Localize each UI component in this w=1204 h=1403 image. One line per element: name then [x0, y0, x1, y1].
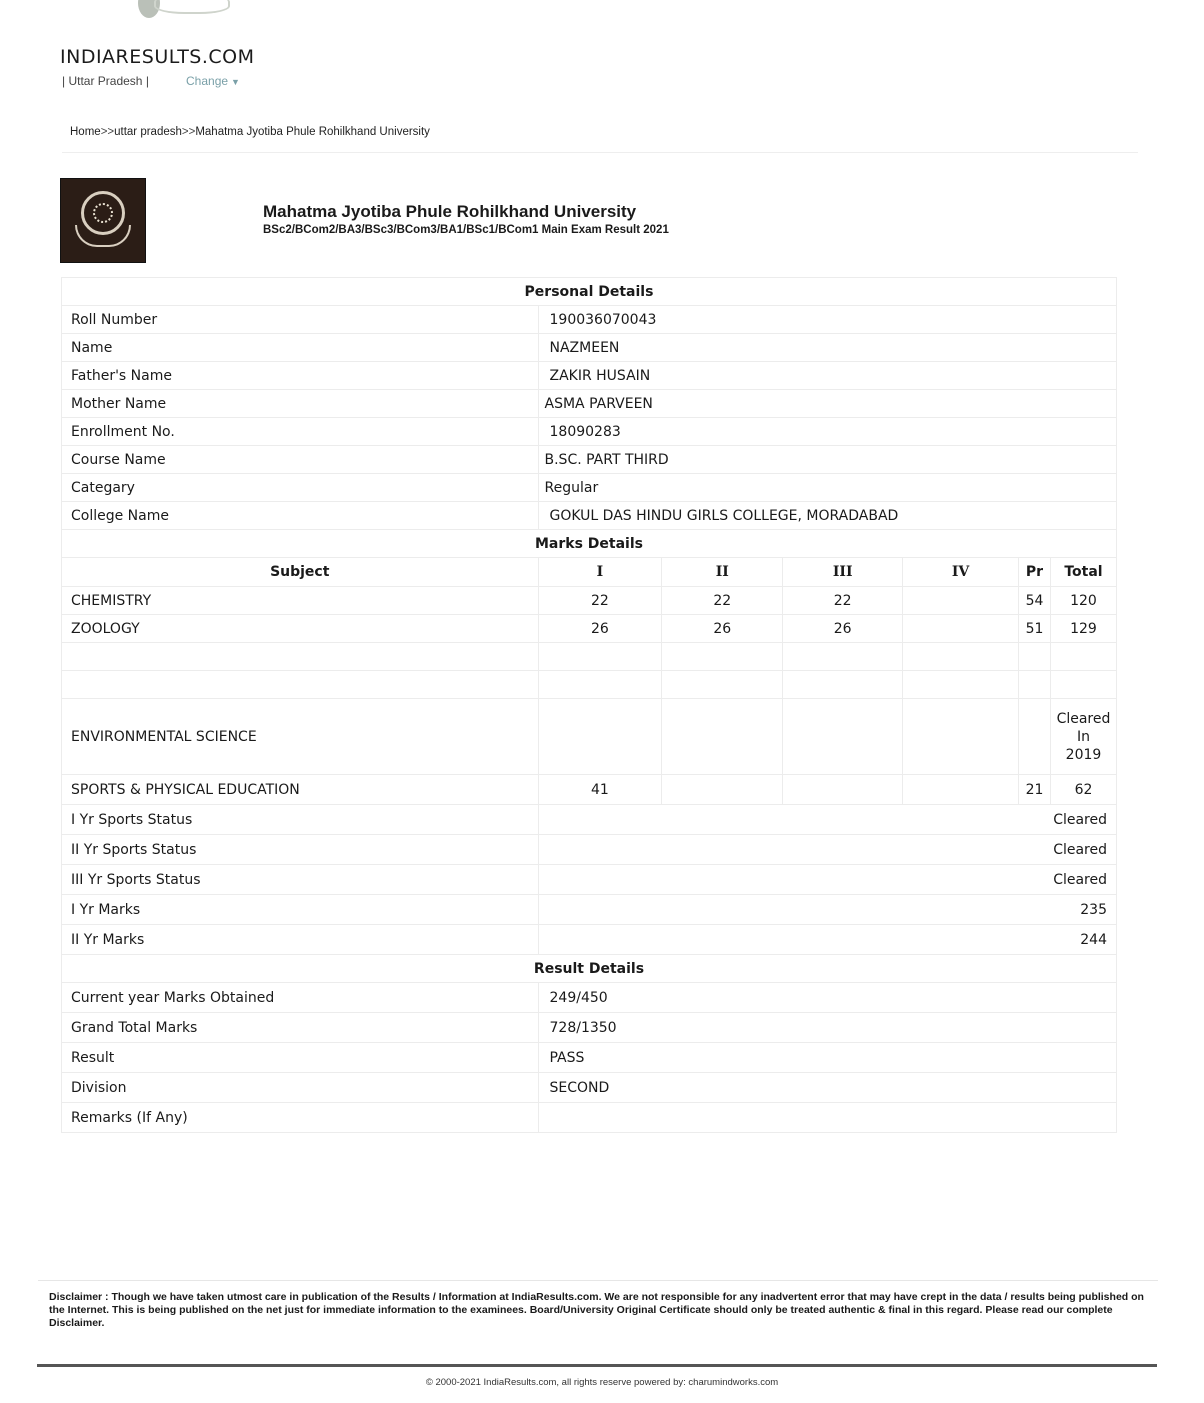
- field-label: Father's Name: [62, 362, 539, 390]
- table-row: [62, 835, 1117, 865]
- table-row: [62, 1103, 1117, 1133]
- marks-cell: 51: [1018, 615, 1050, 643]
- name-value: NAZMEEN: [538, 334, 1117, 362]
- marks-cell: [903, 587, 1019, 615]
- enrollment-value: 18090283: [538, 418, 1117, 446]
- field-label: College Name: [62, 502, 539, 530]
- table-row: [62, 925, 1117, 955]
- copyright: © 2000-2021 IndiaResults.com, all rights reserve powered by: charumindworks.com: [425, 1377, 779, 1388]
- roll-number-value: 190036070043: [538, 306, 1117, 334]
- table-row: [62, 805, 1117, 835]
- marks-header-row: [62, 558, 1117, 587]
- college-name-value: GOKUL DAS HINDU GIRLS COLLEGE, MORADABAD: [538, 502, 1117, 530]
- marks-cell: 54: [1018, 587, 1050, 615]
- column-header: Total: [1050, 558, 1116, 587]
- field-label: I Yr Marks: [62, 895, 539, 925]
- marks-cell: 26: [538, 615, 662, 643]
- change-state-link[interactable]: [186, 74, 240, 88]
- column-header: I: [538, 558, 662, 587]
- field-label: II Yr Marks: [62, 925, 539, 955]
- marks-cell: 41: [538, 775, 662, 805]
- division-value: SECOND: [538, 1073, 1117, 1103]
- personal-details-heading: Personal Details: [62, 278, 1117, 306]
- subject-name: CHEMISTRY: [62, 587, 539, 615]
- marks-cell: 21: [1018, 775, 1050, 805]
- status-value: 244: [538, 925, 1117, 955]
- table-row: [62, 865, 1117, 895]
- field-label: II Yr Sports Status: [62, 835, 539, 865]
- father-name-value: ZAKIR HUSAIN: [538, 362, 1117, 390]
- column-header: II: [662, 558, 783, 587]
- total-cell: 129: [1050, 615, 1116, 643]
- site-brand[interactable]: INDIARESULTS.COM: [60, 46, 255, 68]
- field-label: Result: [62, 1043, 539, 1073]
- subject-name: SPORTS & PHYSICAL EDUCATION: [62, 775, 539, 805]
- marks-cell: 22: [538, 587, 662, 615]
- column-header: Subject: [62, 558, 539, 587]
- field-label: I Yr Sports Status: [62, 805, 539, 835]
- column-header: IV: [903, 558, 1019, 587]
- breadcrumb-state[interactable]: uttar pradesh: [114, 126, 182, 138]
- table-row: [62, 306, 1117, 334]
- status-value: Cleared: [538, 835, 1117, 865]
- subject-name: ENVIRONMENTAL SCIENCE: [62, 699, 539, 775]
- change-label: Change: [186, 74, 229, 88]
- total-cell: 62: [1050, 775, 1116, 805]
- marks-cell: 26: [783, 615, 903, 643]
- table-row: [62, 334, 1117, 362]
- field-label: Course Name: [62, 446, 539, 474]
- table-row: [62, 671, 1117, 699]
- university-logo: [60, 178, 146, 263]
- university-title: Mahatma Jyotiba Phule Rohilkhand University: [263, 202, 637, 221]
- field-label: Remarks (If Any): [62, 1103, 539, 1133]
- category-value: Regular: [538, 474, 1117, 502]
- field-label: Name: [62, 334, 539, 362]
- breadcrumb: [70, 126, 430, 138]
- table-row: [62, 587, 1117, 615]
- breadcrumb-university[interactable]: Mahatma Jyotiba Phule Rohilkhand University: [195, 126, 430, 138]
- field-label: Grand Total Marks: [62, 1013, 539, 1043]
- total-line: In: [1076, 728, 1090, 745]
- selected-state: | Uttar Pradesh |: [62, 74, 149, 88]
- column-header: Pr: [1018, 558, 1050, 587]
- current-year-marks-value: 249/450: [538, 983, 1117, 1013]
- disclaimer-link[interactable]: Disclaimer.: [49, 1317, 105, 1329]
- breadcrumb-separator: >>: [181, 126, 196, 138]
- marks-details-heading: Marks Details: [62, 530, 1117, 558]
- total-cell: 120: [1050, 587, 1116, 615]
- divider: [62, 152, 1138, 153]
- table-row: [62, 699, 1117, 775]
- table-row: [62, 1073, 1117, 1103]
- field-label: Mother Name: [62, 390, 539, 418]
- total-line: Cleared: [1056, 710, 1111, 727]
- brand-logo-graphic: [132, 0, 242, 26]
- result-table: [61, 277, 1117, 1133]
- disclaimer-text: Disclaimer : Though we have taken utmost care in publication of the Results / Information at IndiaResults.com. We are not responsible for any inadvertent error that may have crept in the data / results being published on the Internet. This is being published on the net just for immediate information to the examinees. Board/University Original Certificate should only be treated authentic & final in this regard. Please read our complete: [49, 1291, 1144, 1316]
- table-row: [62, 1043, 1117, 1073]
- status-value: Cleared: [538, 865, 1117, 895]
- course-name-value: B.SC. PART THIRD: [538, 446, 1117, 474]
- table-row: [62, 502, 1117, 530]
- table-row: [62, 983, 1117, 1013]
- table-row: [62, 362, 1117, 390]
- marks-cell: 22: [783, 587, 903, 615]
- column-header: III: [783, 558, 903, 587]
- remarks-value: [538, 1103, 1117, 1133]
- status-value: 235: [538, 895, 1117, 925]
- mother-name-value: ASMA PARVEEN: [538, 390, 1117, 418]
- table-row: [62, 895, 1117, 925]
- field-label: Division: [62, 1073, 539, 1103]
- table-row: [62, 643, 1117, 671]
- table-row: [62, 390, 1117, 418]
- field-label: Enrollment No.: [62, 418, 539, 446]
- field-label: Roll Number: [62, 306, 539, 334]
- subject-name: ZOOLOGY: [62, 615, 539, 643]
- exam-title: BSc2/BCom2/BA3/BSc3/BCom3/BA1/BSc1/BCom1 Main Exam Result 2021: [263, 224, 669, 236]
- total-line: 2019: [1065, 746, 1102, 763]
- status-value: Cleared: [538, 805, 1117, 835]
- table-row: [62, 1013, 1117, 1043]
- total-cell: [1050, 699, 1116, 775]
- result-details-heading: Result Details: [62, 955, 1117, 983]
- marks-cell: 22: [662, 587, 783, 615]
- result-value: PASS: [538, 1043, 1117, 1073]
- grand-total-value: 728/1350: [538, 1013, 1117, 1043]
- field-label: Categary: [62, 474, 539, 502]
- disclaimer: [38, 1280, 1158, 1330]
- table-row: [62, 446, 1117, 474]
- table-row: [62, 418, 1117, 446]
- field-label: Current year Marks Obtained: [62, 983, 539, 1013]
- breadcrumb-separator: >>: [100, 126, 115, 138]
- caret-down-icon: ▼: [231, 77, 240, 87]
- field-label: III Yr Sports Status: [62, 865, 539, 895]
- footer-divider: [37, 1364, 1157, 1367]
- table-row: [62, 615, 1117, 643]
- table-row: [62, 775, 1117, 805]
- marks-cell: [903, 615, 1019, 643]
- marks-cell: 26: [662, 615, 783, 643]
- breadcrumb-home[interactable]: Home: [70, 126, 101, 138]
- table-row: [62, 474, 1117, 502]
